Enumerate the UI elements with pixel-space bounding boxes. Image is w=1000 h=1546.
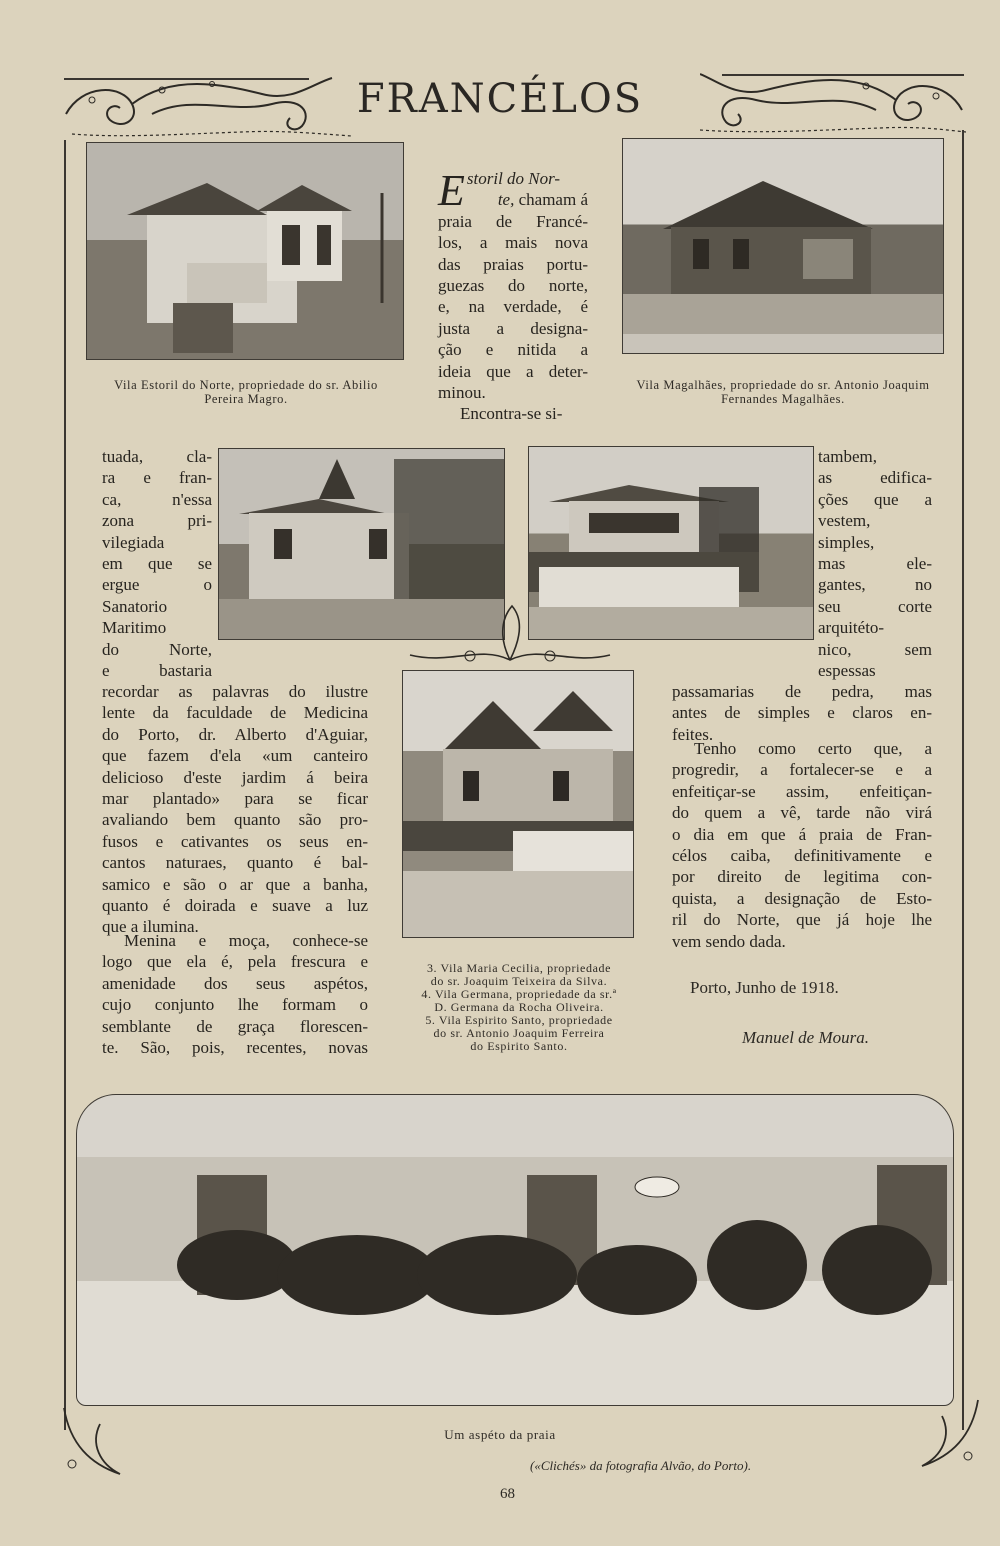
text-line: antes de simples e claros en- xyxy=(672,703,932,723)
text-line: feites. xyxy=(672,724,714,744)
intro-line: los, a mais nova xyxy=(438,233,588,253)
text-line: amenidade dos seus aspétos, xyxy=(102,973,368,993)
house-illustration xyxy=(87,143,403,359)
caption-beach: Um aspéto da praia xyxy=(444,1427,556,1442)
text-line: em que se xyxy=(102,554,212,574)
intro-line: ideia que a deter- xyxy=(438,361,588,381)
intro-line: ção e nitida a xyxy=(438,340,588,360)
text-line: Sanatorio xyxy=(102,596,168,616)
text-line: avaliando bem quanto são pro- xyxy=(102,810,368,830)
frame-right-line xyxy=(962,130,964,1430)
text-line: o dia em que á praia de Fran- xyxy=(672,824,932,844)
text-line: progredir, a fortalecer-se e a xyxy=(672,760,932,780)
photo-beach-scene xyxy=(76,1094,954,1406)
text-line: te. São, pois, recentes, novas xyxy=(102,1038,368,1058)
caption-group-villas xyxy=(388,962,650,1053)
text-line: mas ele- xyxy=(818,554,932,574)
text-line: ra e fran- xyxy=(102,468,212,488)
text-line: lente da faculdade de Medicina xyxy=(102,703,368,723)
author-signature: Manuel de Moura. xyxy=(742,1028,870,1047)
article-left-paragraph-2 xyxy=(102,930,368,1058)
text-line: Menina e moça, conhece-se xyxy=(124,931,368,950)
intro-line: chamam á xyxy=(514,190,588,210)
text-line: enfeitiçar-se assim, enfeitiçan- xyxy=(672,781,932,801)
caption-line: 4. Vila Germana, propriedade da sr.ª xyxy=(421,987,617,1001)
caption-line: 5. Vila Espirito Santo, propriedade xyxy=(425,1013,613,1027)
caption-line: do Espirito Santo. xyxy=(470,1039,568,1053)
text-line: recordar as palavras do ilustre xyxy=(102,682,368,701)
caption-vila-estoril: Vila Estoril do Norte, propriedade do sr. Abilio Pereira Magro. xyxy=(114,378,378,406)
text-line: seu corte xyxy=(818,596,932,616)
text-line: espessas xyxy=(818,661,876,681)
text-line: ções que a xyxy=(818,489,932,509)
text-line: tambem, xyxy=(818,447,878,466)
house-illustration xyxy=(623,139,943,353)
text-line: vestem, xyxy=(818,511,871,531)
text-line: Maritimo xyxy=(102,618,167,638)
intro-line: guezas do norte, xyxy=(438,276,588,296)
text-line: passamarias de pedra, mas xyxy=(672,682,932,701)
intro-line: praia de Francé- xyxy=(438,211,588,231)
text-line: do Norte, xyxy=(102,639,212,659)
page-number: 68 xyxy=(500,1486,515,1502)
text-line: por direito de legitima con- xyxy=(672,867,932,887)
caption-line: 3. Vila Maria Cecilia, propriedade xyxy=(426,961,612,975)
text-line: delicioso d'este jardim á beira xyxy=(102,767,368,787)
caption-vila-magalhaes: Vila Magalhães, propriedade do sr. Antonio Joaquim Fernandes Magalhães. xyxy=(636,378,930,406)
dateline: Porto, Junho de 1918. xyxy=(690,978,839,997)
text-line: ergue o xyxy=(102,575,212,595)
article-left-narrow-column xyxy=(102,446,212,681)
intro-line: e, na verdade, é xyxy=(438,297,588,317)
header-left-scroll-ornament xyxy=(62,74,352,144)
text-line: semblante de graça florescen- xyxy=(102,1016,368,1036)
photo-vila-estoril xyxy=(86,142,404,360)
text-line: que fazem d'ela «um canteiro xyxy=(102,746,368,766)
text-line: zona pri- xyxy=(102,511,212,531)
intro-line: te, xyxy=(497,190,515,210)
text-line: logo que ela é, pela frescura e xyxy=(102,952,368,972)
intro-line: minou. xyxy=(438,383,486,403)
text-line: as edifica- xyxy=(818,468,932,488)
caption-line: D. Germana da Rocha Oliveira. xyxy=(434,1000,604,1014)
article-intro-column xyxy=(438,168,588,425)
drop-cap: E xyxy=(438,166,465,215)
text-line: ca, n'essa xyxy=(102,489,212,509)
text-line: que a ilumina. xyxy=(102,917,199,937)
intro-line: storil do Nor- xyxy=(466,169,561,188)
photo-credit: («Clichés» da fotografia Alvão, do Porto). xyxy=(530,1458,752,1473)
text-line: Tenho como certo que, a xyxy=(694,739,932,758)
article-left-wide-column xyxy=(102,681,368,938)
text-line: fusos e cativantes os seus en- xyxy=(102,831,368,851)
text-line: do quem a vê, tarde não virá xyxy=(672,803,932,823)
text-line: ril do Norte, que já hoje lhe xyxy=(672,910,932,930)
text-line: arquitéto- xyxy=(818,618,885,638)
article-right-paragraph-2 xyxy=(672,738,932,952)
house-illustration xyxy=(403,671,633,937)
page-title: FRANCÉLOS xyxy=(356,76,644,122)
text-line: tuada, cla- xyxy=(102,447,212,466)
text-line: cantos naturaes, quanto é bal- xyxy=(102,853,368,873)
intro-line: justa a designa- xyxy=(438,318,588,338)
text-line: samico e são o ar que a banha, xyxy=(102,874,368,894)
text-line: mar plantado» para se ficar xyxy=(102,789,368,809)
text-line: célos caiba, definitivamente e xyxy=(672,846,932,866)
text-line: cujo conjunto lhe formam o xyxy=(102,995,368,1015)
intro-line: Encontra-se si- xyxy=(460,404,563,424)
text-line: vem sendo dada. xyxy=(672,931,786,951)
text-line: do Porto, dr. Alberto d'Aguiar, xyxy=(102,724,368,744)
text-line: e bastaria xyxy=(102,661,212,681)
text-line: simples, xyxy=(818,532,875,552)
text-line: gantes, no xyxy=(818,575,932,595)
article-right-narrow-column xyxy=(818,446,932,681)
beach-crowd-illustration xyxy=(77,1095,953,1405)
bottom-left-ornament xyxy=(60,1404,130,1484)
intro-line: das praias portu- xyxy=(438,254,588,274)
photo-vila-espirito-santo xyxy=(402,670,634,938)
frame-left-line xyxy=(64,140,66,1430)
text-line: quanto é doirada e suave a luz xyxy=(102,896,368,916)
caption-line: do sr. Joaquim Teixeira da Silva. xyxy=(430,974,608,988)
photo-vila-magalhaes xyxy=(622,138,944,354)
caption-line: do sr. Antonio Joaquim Ferreira xyxy=(433,1026,605,1040)
text-line: vilegiada xyxy=(102,532,165,552)
bottom-right-ornament xyxy=(912,1396,982,1476)
text-line: quista, a designação de Esto- xyxy=(672,888,932,908)
text-line: nico, sem xyxy=(818,639,932,659)
article-right-wide-column xyxy=(672,681,932,745)
header-right-scroll-ornament xyxy=(700,70,966,140)
center-scroll-ornament xyxy=(400,600,620,670)
